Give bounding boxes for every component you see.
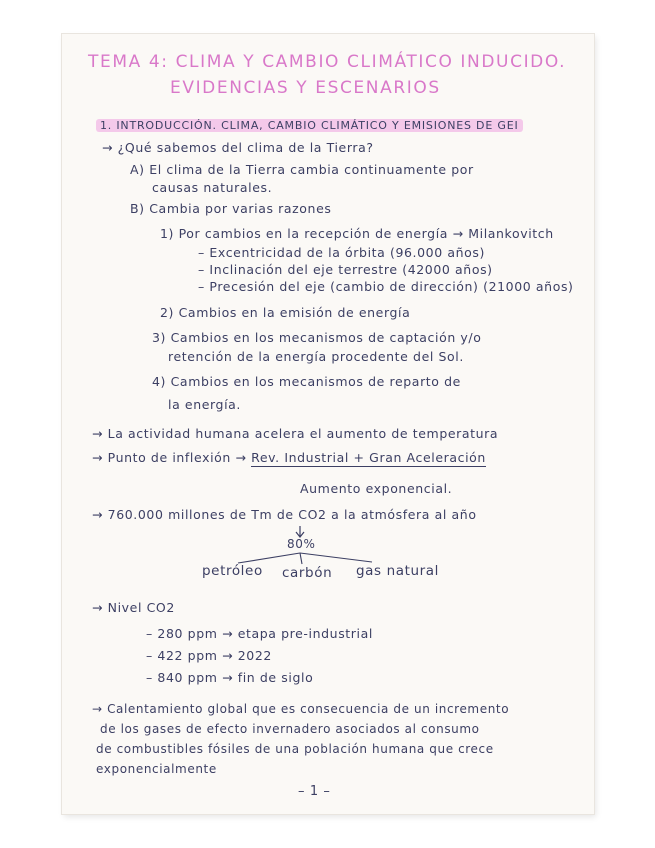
punto-inflexion-boxed: Rev. Industrial + Gran Aceleración: [251, 450, 486, 465]
title-line-2: EVIDENCIAS Y ESCENARIOS: [170, 78, 441, 98]
point-b1-excentricidad: – Excentricidad de la órbita (96.000 años): [198, 245, 485, 260]
emisiones-line: → 760.000 millones de Tm de CO2 a la atmósfera al año: [92, 507, 477, 522]
point-b-line: B) Cambia por varias razones: [130, 201, 332, 216]
percentage-label: 80%: [287, 537, 316, 551]
title-line-1: TEMA 4: CLIMA Y CAMBIO CLIMÁTICO INDUCIDO.: [88, 52, 567, 72]
source-petroleo: petróleo: [202, 563, 263, 579]
calentamiento-line-2: de los gases de efecto invernadero asociados al consumo: [100, 722, 480, 736]
point-b1-precesion: – Precesión del eje (cambio de dirección) (21000 años): [198, 279, 574, 294]
branch-left: [238, 553, 300, 563]
nivel-280: – 280 ppm → etapa pre-industrial: [146, 626, 373, 641]
point-a-line-2: causas naturales.: [152, 180, 273, 195]
point-b4-line-1: 4) Cambios en los mecanismos de reparto de: [152, 374, 461, 389]
point-b3-line-1: 3) Cambios en los mecanismos de captación y/o: [152, 330, 482, 345]
branch-right: [300, 553, 372, 562]
page-number: – 1 –: [298, 784, 331, 799]
calentamiento-line-3: de combustibles fósiles de una población humana que crece: [96, 742, 494, 756]
actividad-humana-line: → La actividad humana acelera el aumento de temperatura: [92, 426, 499, 441]
point-b3-line-2: retención de la energía procedente del Sol.: [168, 349, 464, 364]
source-gas-natural: gas natural: [356, 563, 440, 579]
point-b2-line: 2) Cambios en la emisión de energía: [160, 305, 411, 320]
nivel-840: – 840 ppm → fin de siglo: [146, 670, 314, 685]
point-b4-line-2: la energía.: [168, 397, 241, 412]
point-a-line-1: A) El clima de la Tierra cambia continuamente por: [130, 162, 474, 177]
point-b1-inclinacion: – Inclinación del eje terrestre (42000 años): [198, 262, 493, 277]
nivel-422: – 422 ppm → 2022: [146, 648, 272, 663]
calentamiento-line-1: → Calentamiento global que es consecuencia de un incremento: [92, 702, 510, 716]
question-line: → ¿Qué sabemos del clima de la Tierra?: [102, 140, 374, 155]
point-b1-line: 1) Por cambios en la recepción de energía → Milankovitch: [160, 226, 554, 241]
punto-inflexion-prefix: → Punto de inflexión →: [92, 450, 247, 465]
source-carbon: carbón: [282, 565, 333, 581]
branch-middle: [300, 553, 302, 564]
aumento-exponencial: Aumento exponencial.: [300, 481, 453, 496]
nivel-co2-heading: → Nivel CO2: [92, 600, 175, 615]
section-heading-text: 1. INTRODUCCIÓN. CLIMA, CAMBIO CLIMÁTICO Y EMISIONES DE GEI: [96, 119, 523, 132]
calentamiento-line-4: exponencialmente: [96, 762, 217, 776]
